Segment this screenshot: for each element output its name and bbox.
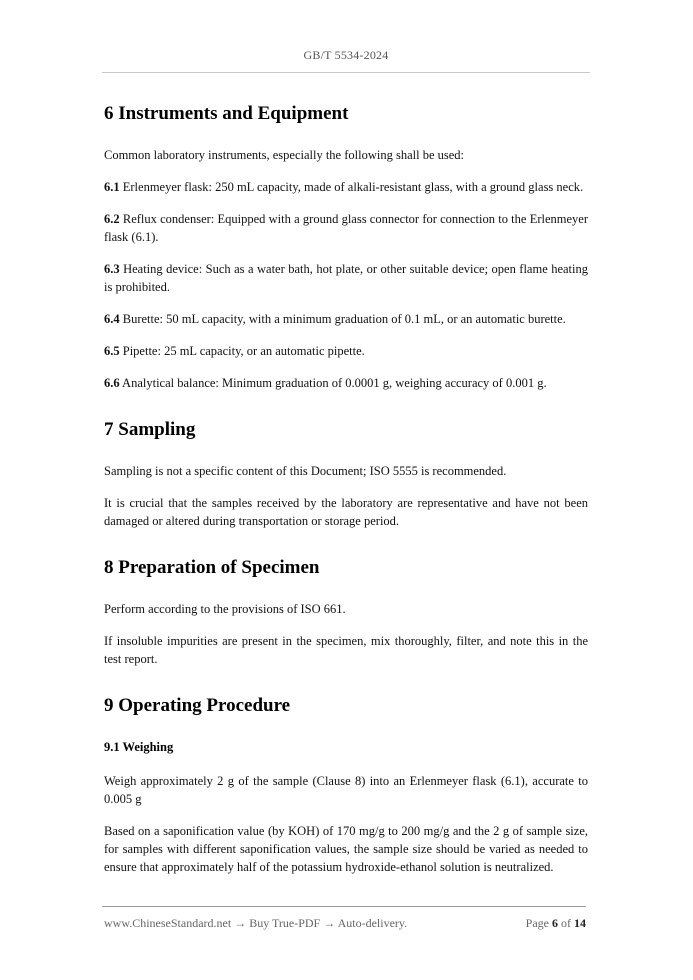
clause-text: Analytical balance: Minimum graduation of 0.0001 g, weighing accuracy of 0.001 g. bbox=[119, 376, 547, 390]
section-7-heading: 7 Sampling bbox=[104, 419, 196, 440]
page-label: Page bbox=[525, 916, 549, 930]
section-9-paragraph-1: Weigh approximately 2 g of the sample (Clause 8) into an Erlenmeyer flask (6.1), accurate to 0.005 g bbox=[104, 774, 588, 806]
page-number bbox=[526, 916, 586, 931]
clause-number: 6.6 bbox=[104, 376, 120, 390]
section-9-heading: 9 Operating Procedure bbox=[104, 695, 291, 716]
clause-text: Heating device: Such as a water bath, hot plate, or other suitable device; open flame heating is prohibited. bbox=[104, 262, 588, 294]
footer-divider bbox=[102, 906, 586, 907]
clause-text: Erlenmeyer flask: 250 mL capacity, made of alkali-resistant glass, with a ground glass neck. bbox=[119, 180, 584, 194]
section-6-heading: 6 Instruments and Equipment bbox=[104, 103, 349, 124]
page-current: 6 bbox=[552, 916, 558, 930]
clause-number: 6.5 bbox=[104, 344, 120, 358]
section-7-paragraph-2: It is crucial that the samples received by the laboratory are representative and have not been damaged or altered during transportation or storage period. bbox=[104, 496, 588, 528]
clause-6-3 bbox=[104, 260, 588, 296]
page-of: of bbox=[561, 916, 571, 930]
section-9-paragraph-2: Based on a saponification value (by KOH) of 170 mg/g to 200 mg/g and the 2 g of sample size, for samples with different saponification values, the sample size should be varied as needed to ensure that approximately half of the potassium hydroxide-ethanol solution is neutralized. bbox=[104, 824, 588, 874]
clause-number: 6.1 bbox=[104, 180, 120, 194]
section-8-heading: 8 Preparation of Specimen bbox=[104, 557, 320, 578]
subsection-9-1-heading: 9.1 Weighing bbox=[104, 740, 174, 754]
section-6-intro: Common laboratory instruments, especially the following shall be used: bbox=[104, 148, 465, 162]
page-body bbox=[104, 100, 588, 876]
header-doc-code: GB/T 5534-2024 bbox=[303, 48, 389, 62]
footer-promo bbox=[104, 916, 407, 931]
clause-text: Reflux condenser: Equipped with a ground glass connector for connection to the Erlenmeyer flask (6.1). bbox=[104, 212, 588, 244]
footer-delivery-text: Auto-delivery. bbox=[337, 916, 408, 930]
page-header bbox=[102, 48, 590, 63]
clause-number: 6.2 bbox=[104, 212, 120, 226]
clause-number: 6.4 bbox=[104, 312, 120, 326]
clause-text: Burette: 50 mL capacity, with a minimum graduation of 0.1 mL, or an automatic burette. bbox=[119, 312, 566, 326]
arrow-right-icon: → bbox=[323, 916, 336, 930]
clause-6-6 bbox=[104, 374, 588, 392]
section-8-paragraph-1: Perform according to the provisions of ISO 661. bbox=[104, 602, 346, 616]
clause-6-5 bbox=[104, 342, 588, 360]
clause-6-4 bbox=[104, 310, 588, 328]
clause-number: 6.3 bbox=[104, 262, 120, 276]
header-divider bbox=[102, 72, 590, 73]
clause-6-1 bbox=[104, 178, 588, 196]
section-7-paragraph-1: Sampling is not a specific content of this Document; ISO 5555 is recommended. bbox=[104, 464, 507, 478]
clause-6-2 bbox=[104, 210, 588, 246]
page-total: 14 bbox=[574, 916, 586, 930]
footer-buy-link[interactable]: Buy True-PDF bbox=[249, 916, 321, 930]
footer-site-link[interactable]: www.ChineseStandard.net bbox=[104, 916, 232, 930]
arrow-right-icon: → bbox=[234, 916, 247, 930]
section-8-paragraph-2: If insoluble impurities are present in the specimen, mix thoroughly, filter, and note this in the test report. bbox=[104, 634, 588, 666]
clause-text: Pipette: 25 mL capacity, or an automatic pipette. bbox=[119, 344, 365, 358]
